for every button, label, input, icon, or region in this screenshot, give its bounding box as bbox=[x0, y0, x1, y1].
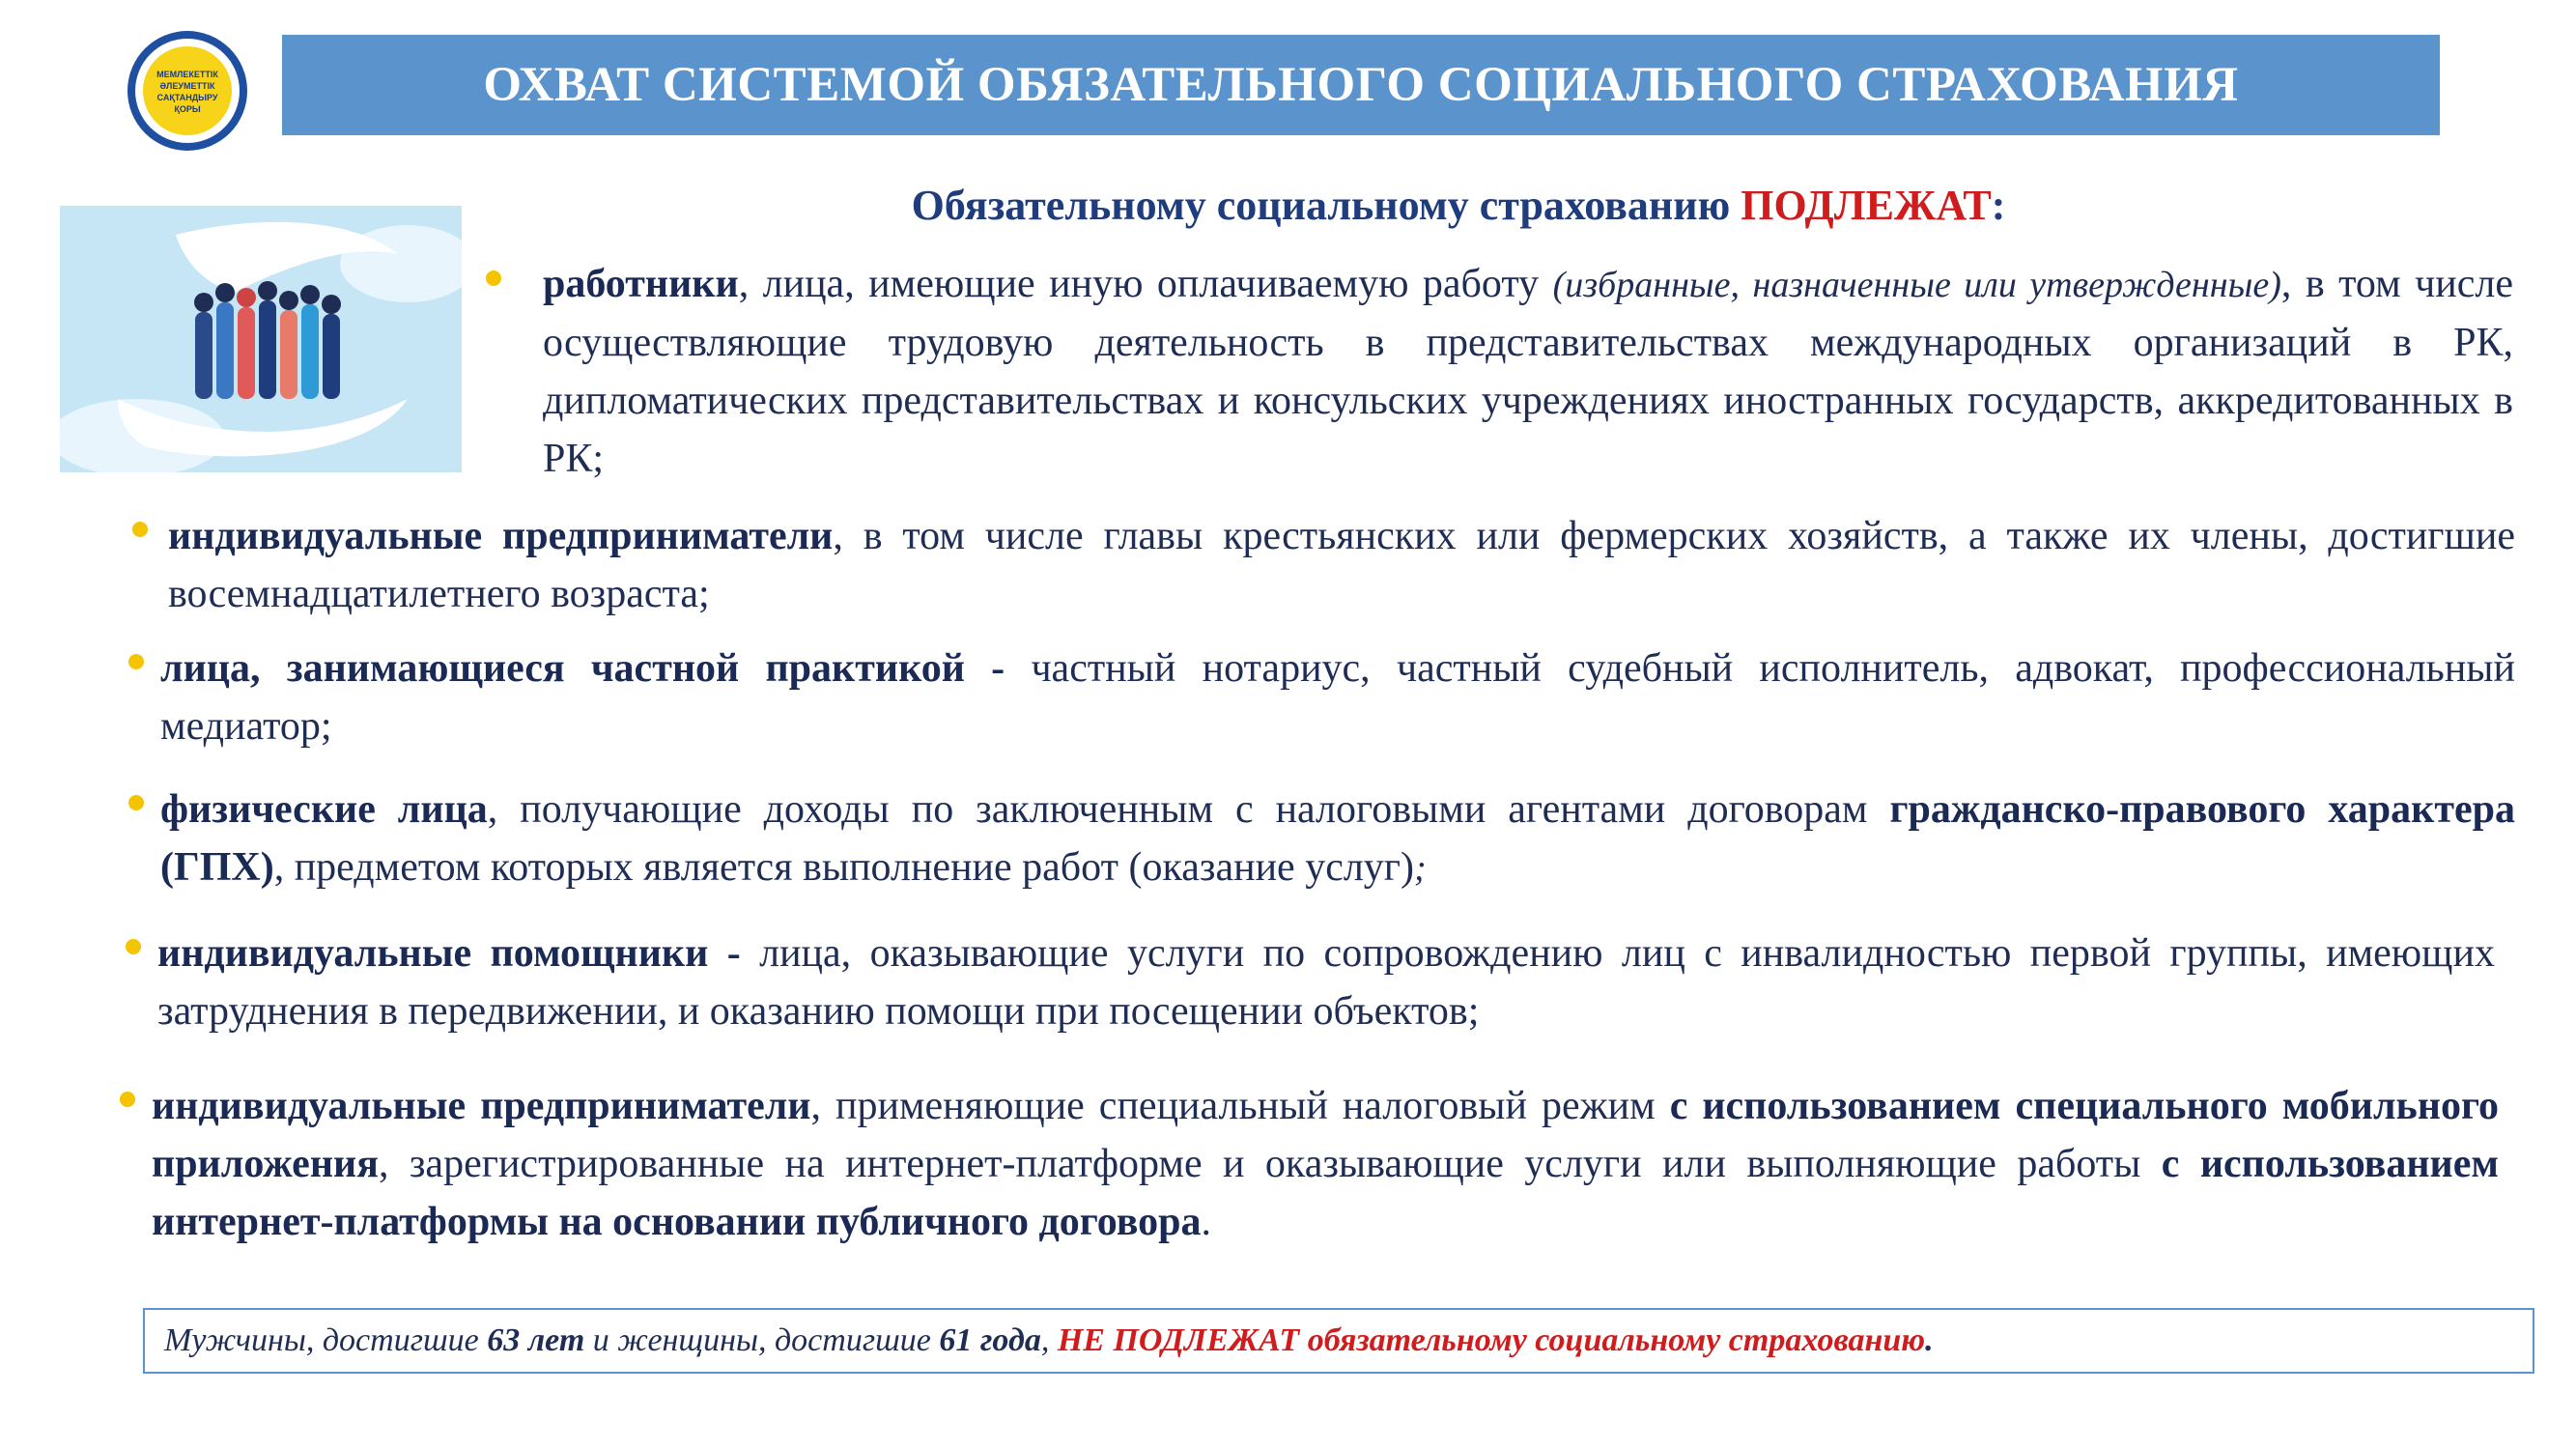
logo-text-3: САҚТАНДЫРУ bbox=[156, 93, 218, 102]
list-item-platform-entrepreneurs: индивидуальные предприниматели, применяющие специальный налоговый режим с использованием специального мобильного приложения, зарегистрированные на интернет-платформе и оказывающие услуги или выполняющие работы с использованием интернет-платформы на основании публичного договора. bbox=[152, 1084, 2499, 1244]
subtitle: Обязательному социальному страхованию ПОДЛЕЖАТ: bbox=[911, 182, 2006, 229]
bullet-icon bbox=[132, 522, 148, 537]
bullet-icon bbox=[126, 939, 141, 954]
bullet-icon bbox=[486, 270, 501, 286]
page-title: ОХВАТ СИСТЕМОЙ ОБЯЗАТЕЛЬНОГО СОЦИАЛЬНОГО СТРАХОВАНИЯ bbox=[483, 58, 2239, 112]
list-item-entrepreneurs: индивидуальные предприниматели, в том числе главы крестьянских или фермерских хозяйств, а также их члены, достигшие восемнадцатилетнего возраста; bbox=[168, 514, 2515, 616]
bullet-icon bbox=[128, 654, 144, 669]
list-item-private-practice: лица, занимающиеся частной практикой - частный нотариус, частный судебный исполнитель, адвокат, профессиональный медиатор; bbox=[160, 646, 2515, 749]
logo-text-2: ӘЛЕУМЕТТІК bbox=[159, 81, 215, 91]
retirement-note: Мужчины, достигшие 63 лет и женщины, достигшие 61 года, НЕ ПОДЛЕЖАТ обязательному социальному страхованию. bbox=[143, 1308, 2534, 1374]
logo-text-4: ҚОРЫ bbox=[174, 104, 201, 114]
subtitle-highlight: ПОДЛЕЖАТ bbox=[1741, 182, 1992, 229]
bullet-icon bbox=[120, 1092, 135, 1107]
logo-text-1: МЕМЛЕКЕТТІК bbox=[156, 70, 218, 79]
list-item-workers: работники, лица, имеющие иную оплачиваемую работу (избранные, назначенные или утвержденные), в том числе осуществляющие трудовую деятельность в представительствах международных организаций в РК, дипломатических представительствах и консульских учреждениях иностранных государств, аккредитованных в РК; bbox=[543, 262, 2513, 481]
title-bar bbox=[282, 35, 2440, 135]
list-item-assistants: индивидуальные помощники - лица, оказывающие услуги по сопровождению лиц с инвалидностью первой группы, имеющих затруднения в передвижении, и оказанию помощи при посещении объектов; bbox=[157, 931, 2495, 1034]
fund-logo bbox=[126, 29, 249, 153]
list-item-individuals-gph: физические лица, получающие доходы по заключенным с налоговыми агентами договорам гражданско-правового характера (ГПХ), предметом которых является выполнение работ (оказание услуг); bbox=[160, 787, 2515, 890]
bullet-icon bbox=[128, 795, 144, 810]
people-in-hands-illustration bbox=[60, 206, 462, 472]
